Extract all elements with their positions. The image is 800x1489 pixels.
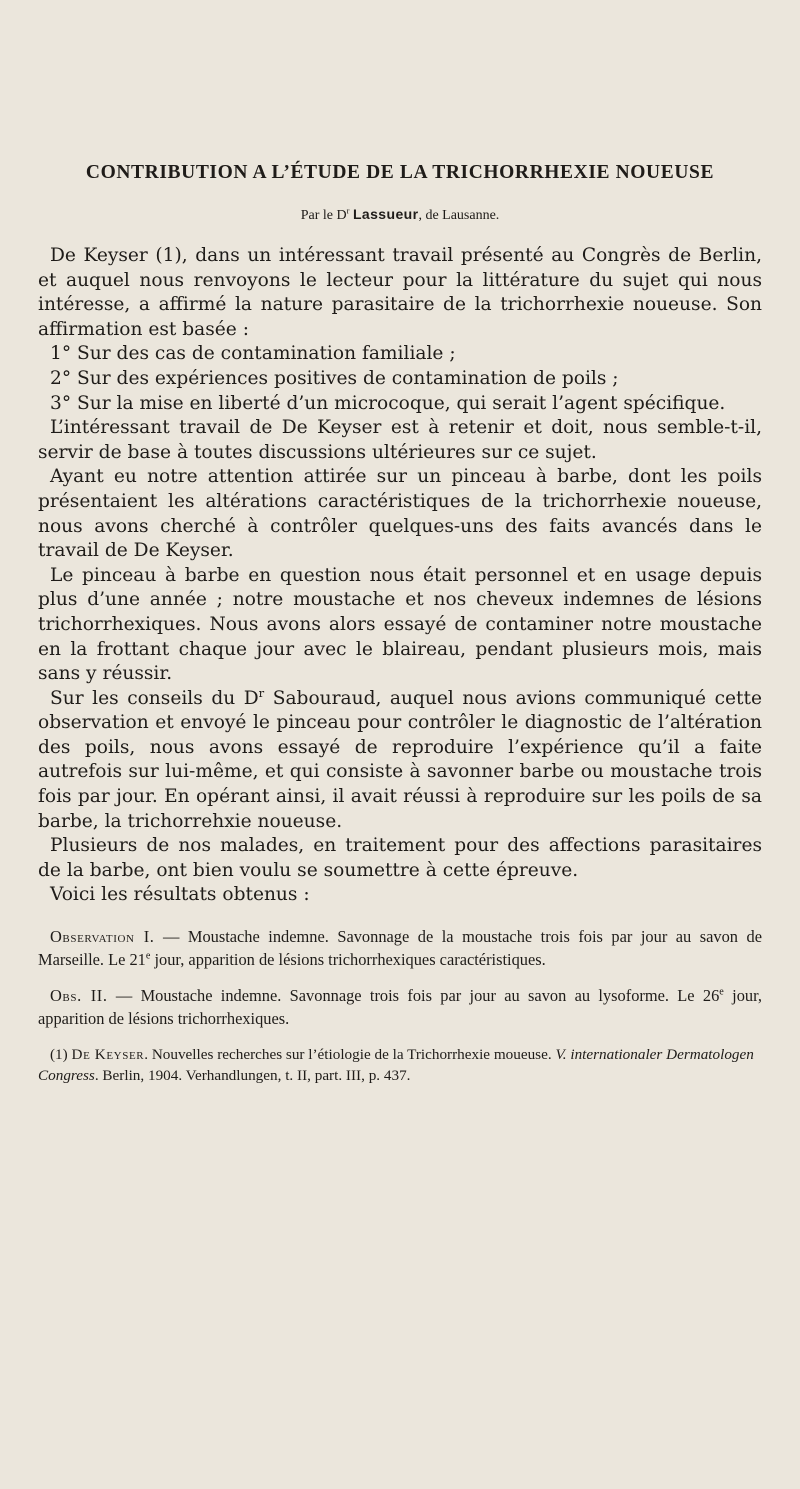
list-item-3: 3° Sur la mise en liberté d’un microcoque, qui serait l’agent spécifique. [50, 392, 726, 414]
paragraph-7: Voici les résultats obtenus : [50, 884, 310, 906]
observation-1-label: Observation I. [50, 927, 155, 947]
list-item-1: 1° Sur des cas de contamination familiale ; [50, 343, 456, 365]
paragraph-4: Le pinceau à barbe en question nous était personnel et en usage depuis plus d’une année ; notre moustache et nos cheveux indemnes de lésions trichorrhexiques. Nous avons alors essayé de contaminer notre moustache en la frottant chaque jour avec le blaireau, pendant plusieurs mois, mais sans y réussir. [38, 564, 762, 685]
byline-suffix: , de Lausanne. [418, 208, 500, 223]
article-title: CONTRIBUTION A L’ÉTUDE DE LA TRICHORRHEXIE NOUEUSE [85, 162, 715, 183]
footnote-author: De Keyser [71, 1046, 145, 1064]
paragraph-6: Plusieurs de nos malades, en traitement pour des affections parasitaires de la barbe, ont bien voulu se soumettre à cette épreuve. [38, 835, 762, 881]
list-item-2: 2° Sur des expériences positives de contamination de poils ; [50, 367, 619, 389]
byline-prefix: Par le D [300, 208, 347, 223]
paragraph-2: L’intéressant travail de De Keyser est à retenir et doit, nous semble-t-il, servir de base à toutes discussions ultérieures sur ce sujet. [38, 417, 762, 463]
paragraph-5: Sur les conseils du $D^r$ Sabouraud, auquel nous avions communiqué cette observation et envoyé le pinceau pour contrôler le diagnostic de l’altération des poils, nous avons essayé de reproduire l’expérience qu’il a faite autrefois sur lui-même, et qui consiste à savonner barbe ou moustache trois fois par jour. En opérant ainsi, il avait réussi à reproduire sur les poils de sa barbe, la trichorrehxie noueuse. [38, 685, 762, 832]
article-body [38, 244, 762, 908]
byline-sup: r [346, 205, 350, 216]
footnote-congress: V. internationaler Dermatologen Congress [38, 1046, 754, 1085]
paragraph-3: Ayant eu notre attention attirée sur un pinceau à barbe, dont les poils présentaient les altérations caractéristiques de la trichorrhexie noueuse, nous avons cherché à contrôler quelques-uns des faits avancés dans le travail de De Keyser. [38, 466, 762, 562]
observation-2: Obs. II. — Moustache indemne. Savonnage trois fois par jour au savon au lysoforme. Le 26e jour, apparition de lésions trichorrhexiques. [38, 986, 762, 1028]
observation-1: Observation I. — Moustache indemne. Savonnage de la moustache trois fois par jour au savon de Marseille. Le 21e jour, apparition de lésions trichorrhexiques caractéristiques. [38, 927, 762, 969]
author-name: Lassueur [352, 206, 419, 222]
document-page [0, 162, 800, 1489]
observation-2-label: Obs. II. [50, 986, 108, 1006]
observations [38, 926, 762, 1030]
paragraph-intro: De Keyser (1), dans un intéressant travail présenté au Congrès de Berlin, et auquel nous renvoyons le lecteur pour la littérature du sujet qui nous intéresse, a affirmé la nature parasitaire de la trichorrhexie noueuse. Son affirmation est basée : [38, 245, 762, 340]
byline [38, 206, 762, 224]
footnote-text: (1) De Keyser. Nouvelles recherches sur l’étiologie de la Trichorrhexie moueuse. V. internationaler Dermatologen Congress. Berlin, 1904. Verhandlungen, t. II, part. III, p. 437. [38, 1046, 754, 1085]
footnote [38, 1044, 762, 1086]
